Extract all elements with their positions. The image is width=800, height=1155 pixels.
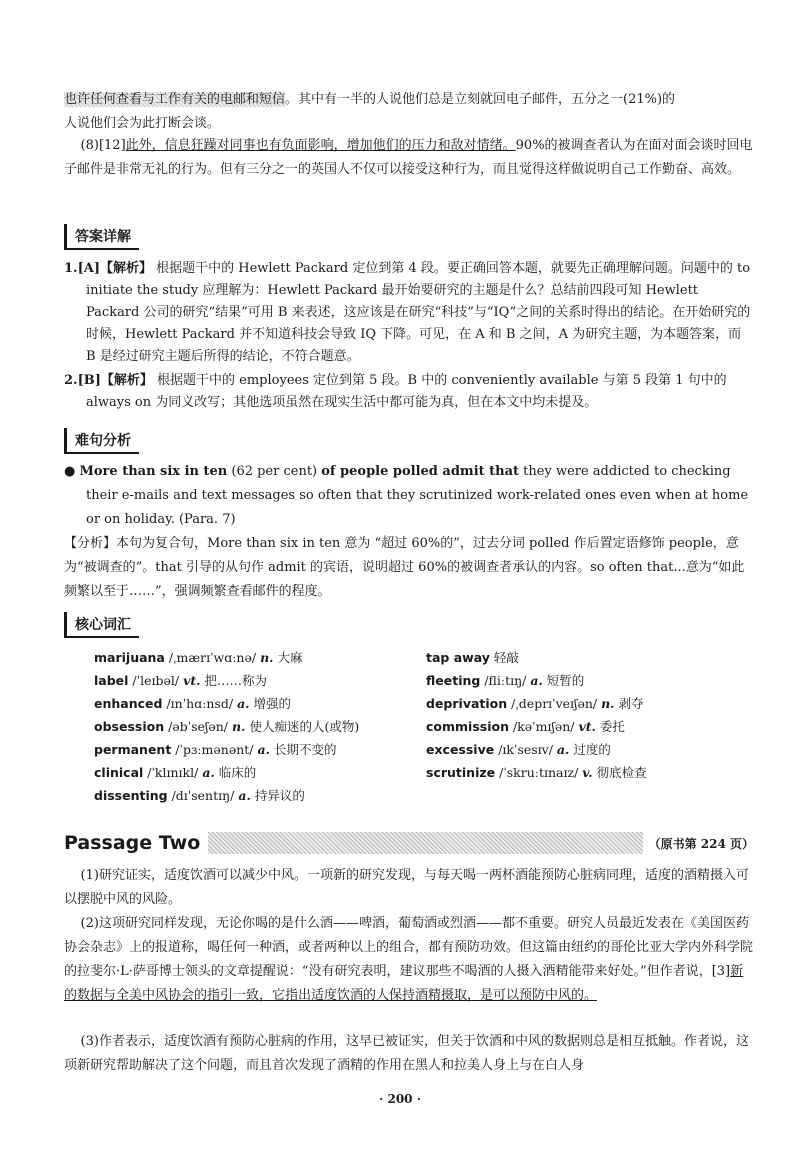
difficult-bold-1: More than six in ten (79, 464, 228, 479)
answer-2-tag: 【解析】 (100, 373, 153, 388)
vocab-item: clinical /ˈklɪnɪkl/ a. 临床的 (94, 765, 257, 780)
difficult-sentence: ● More than six in ten (62 per cent) of people polled admit that they were addicted to checking their e-mails and text messages so often that they scrutinized work-related ones even when at home or on holiday. (Para. 7) (64, 464, 749, 527)
p2-marker: [3] (711, 964, 731, 979)
answer-2-text: 根据题干中的 employees 定位到第 5 段。B 中的 conveniently available 与第 5 段第 1 句中的 always on 为同义改写；其他选项虽然在现实生活中都可能为真，但在本文中均未提及。 (86, 373, 727, 410)
passage-two-p2: (2)这项研究同样发现，无论你喝的是什么酒——啤酒，葡萄酒或烈酒——都不重要。研究人员最近发表在《美国医药协会杂志》上的报道称，喝任何一种酒，或者两种以上的组合，都有预防功效。但这篇由纽约的哥伦比亚大学内外科学院的拉斐尔·L·萨哥博士领头的文章提醒说：“没有研究表明，建议那些不喝酒的人摄入酒精能带来好处。”但作者说，[3]新的数据与全美中风协会的指引一致，它指出适度饮酒的人保持酒精摄取，是可以预防中风的。 (64, 916, 754, 1003)
top-line2-text: 人说他们会为此打断会谈。 (64, 116, 221, 131)
vocab-item: excessive /ɪkˈsesɪv/ a. 过度的 (426, 742, 611, 757)
vocab-item: enhanced /ɪnˈhɑːnsd/ a. 增强的 (94, 696, 292, 711)
paragraph-8 (64, 134, 754, 182)
passage-two-ref: （原书第 224 页） (648, 836, 754, 851)
answer-1 (64, 258, 754, 368)
difficult-analysis (64, 532, 754, 604)
difficult-plain-1: (62 per cent) (227, 464, 322, 479)
section-vocab-title: 核心词汇 (67, 612, 139, 638)
answer-1-num: 1. (64, 261, 78, 276)
section-answers (64, 224, 139, 250)
vocab-item: fleeting /fliːtɪŋ/ a. 短暂的 (426, 673, 585, 688)
answer-2-num: 2. (64, 373, 78, 388)
vocab-item: scrutinize /ˈskruːtɪnaɪz/ v. 彻底检查 (426, 765, 647, 780)
vocab-item: obsession /əbˈseʃən/ n. 使人痴迷的人(或物) (94, 719, 360, 734)
answer-2 (64, 370, 754, 414)
para8-rest: 90%的被调查者认为在面对面会谈时回电子邮件是非常无礼的行为。但有三分之一的英国人不仅可以接受这种行为，而且觉得这样做说明自己工作勤奋、高效。 (64, 138, 753, 177)
shaded-text: 也许任何查看与工作有关的电邮和短信 (64, 92, 286, 107)
page-number: · 200 · (379, 1092, 421, 1106)
top-line1-text: 。其中有一半的人说他们总是立刻就回电子邮件，五分之一(21%)的 (285, 92, 676, 107)
top-paragraph (64, 88, 754, 136)
para8-number: (8) (80, 138, 99, 153)
vocab-item: permanent /ˈpɜːmənənt/ a. 长期不变的 (94, 742, 337, 757)
section-vocab (64, 612, 139, 638)
vocab-item: label /ˈleɪbəl/ vt. 把……称为 (94, 673, 267, 688)
analysis-text: 本句为复合句，More than six in ten 意为 “超过 60%的”，过去分词 polled 作后置定语修饰 people，意为“被调查的”。that 引导的从句作 admit 的宾语，说明超过 60%的被调查者承认的内容。so often that...意为“如此频繁以至于……”，强调频繁查看邮件的程度。 (64, 536, 745, 599)
passage-two-title: Passage Two (64, 832, 201, 854)
section-difficult-title: 难句分析 (67, 428, 139, 454)
vocab-right-column (426, 646, 746, 784)
section-difficult (64, 428, 139, 454)
vocab-item: deprivation /ˌdeprɪˈveɪʃən/ n. 剥夺 (426, 696, 644, 711)
difficult-bold-2: of people polled admit that (321, 464, 520, 479)
answer-1-key: [A] (77, 261, 100, 276)
vocab-item: commission /kəˈmɪʃən/ vt. 委托 (426, 719, 625, 734)
header-pattern (208, 832, 642, 854)
vocab-item: tap away 轻敲 (426, 650, 519, 665)
vocab-left-column (94, 646, 414, 807)
difficult-plain-2: they were addicted to checking their e-mails and text messages so often that they scrutinized work-related ones even when at home or on holiday. (Para. 7) (86, 464, 749, 527)
para8-marker: [12] (98, 138, 126, 153)
answer-2-key: [B] (77, 373, 101, 388)
passage-two-header (64, 828, 754, 858)
answer-1-tag: 【解析】 (99, 261, 152, 276)
vocab-item: marijuana /ˌmærɪˈwɑːnə/ n. 大麻 (94, 650, 303, 665)
p2-underlined: 新的数据与全美中风协会的指引一致，它指出适度饮酒的人保持酒精摄取，是可以预防中风的。 (64, 964, 744, 1003)
passage-two-p1: (1)研究证实，适度饮酒可以减少中风。一项新的研究发现，与每天喝一两杯酒能预防心脏病同理，适度的酒精摄入可以摆脱中风的风险。 (64, 868, 749, 907)
analysis-tag: 【分析】 (64, 536, 117, 551)
para8-underlined: 此外，信息狂躁对同事也有负面影响，增加他们的压力和敌对情绪。 (125, 138, 516, 153)
passage-two-p3: (3)作者表示，适度饮酒有预防心脏病的作用，这早已被证实，但关于饮酒和中风的数据则总是相互抵触。作者说，这项新研究帮助解决了这个问题，而且首次发现了酒精的作用在黑人和拉美人身上与在白人身 (64, 1034, 749, 1073)
vocab-item: dissenting /dɪˈsentɪŋ/ a. 持异议的 (94, 788, 305, 803)
answer-1-text: 根据题干中的 Hewlett Packard 定位到第 4 段。要正确回答本题，就要先正确理解问题。问题中的 to initiate the study 应理解为：Hewlett Packard 最开始要研究的主题是什么？总结前四段可知 Hewlett Packard 公司的研究“结果”可用 B 来表述，这应该是在研究“科技”与“IQ”之间的关系时得出的结论。在开始研究的时候，Hewlett Packard 并不知道科技会导致 IQ 下降。可见，在 A 和 B 之间，A 为研究主题，为本题答案，而 B 是经过研究主题后所得的结论，不符合题意。 (86, 261, 751, 364)
section-answers-title: 答案详解 (67, 224, 139, 250)
